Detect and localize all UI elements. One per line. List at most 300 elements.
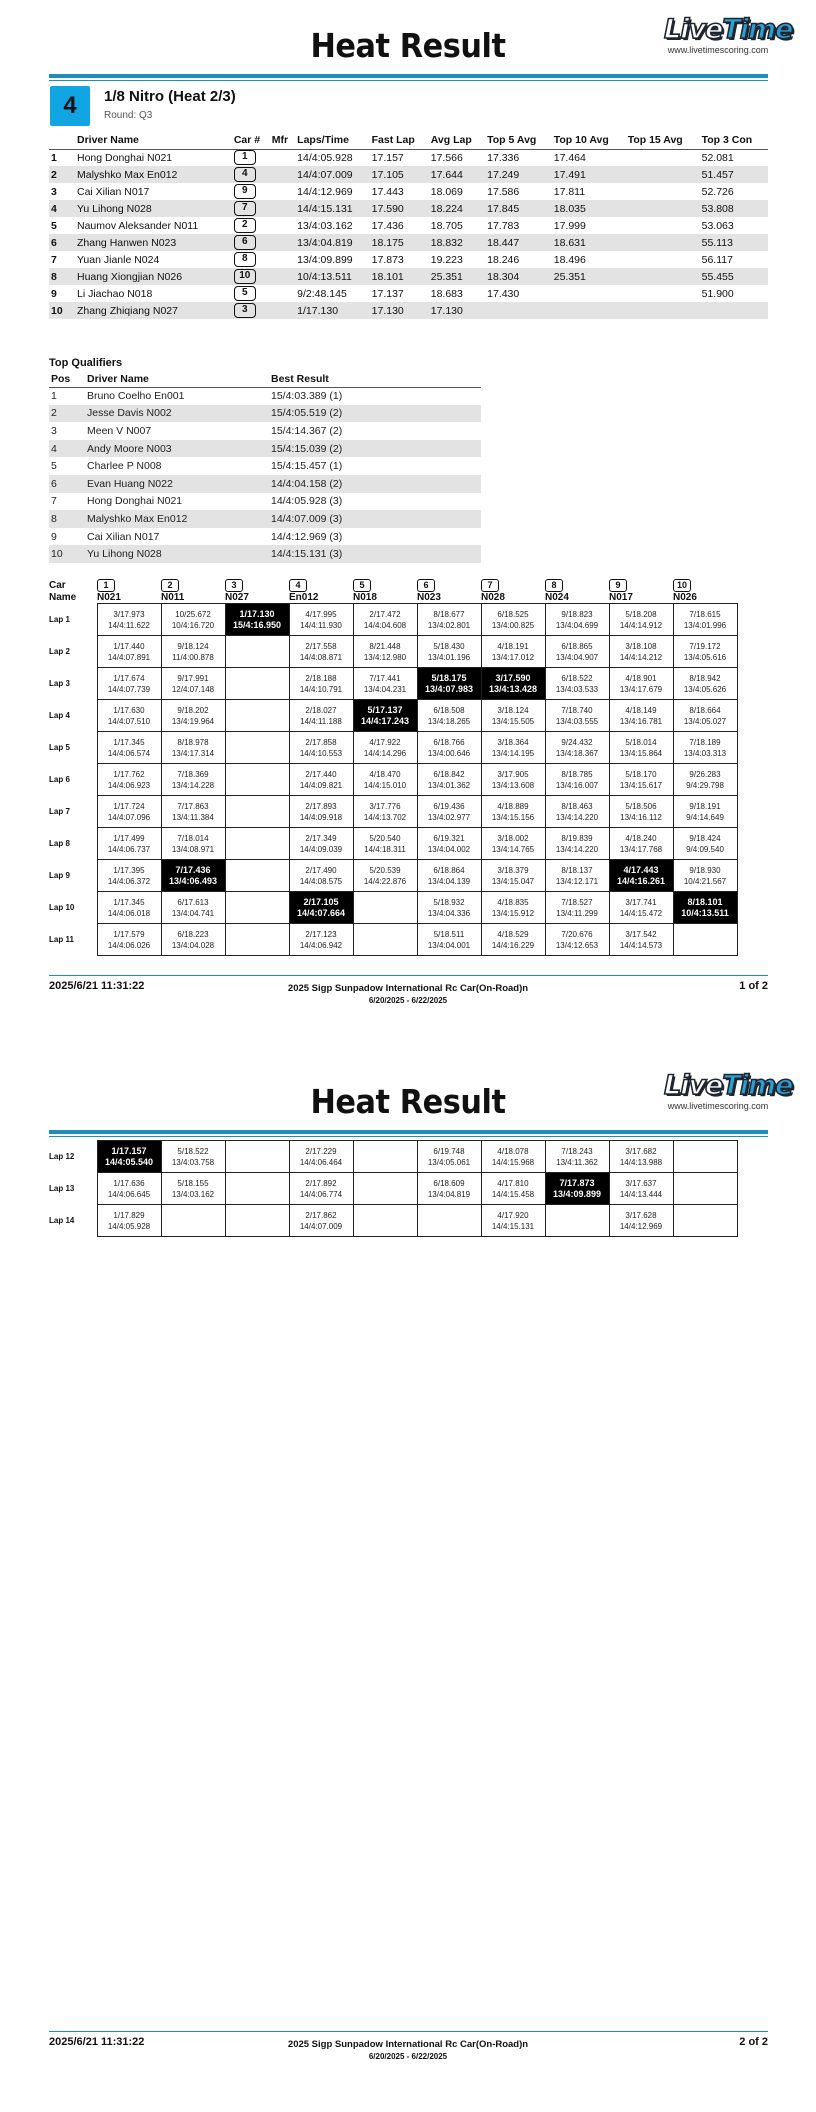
result-cell-top5: 18.304 [485, 268, 552, 285]
lap-position-time: 8/18.785 [561, 769, 593, 779]
result-cell-top10: 17.811 [553, 185, 586, 198]
lap-projected-total: 14/4:11.930 [300, 620, 342, 630]
lap-position-time: 1/17.157 [111, 1145, 147, 1156]
result-cell-driver: Zhang Hanwen N023 [75, 234, 232, 251]
lap-cell [353, 636, 417, 668]
result-cell-pos: 3 [51, 185, 57, 198]
lap-projected-total: 14/4:06.942 [299, 940, 343, 950]
result-cell-top10: 18.035 [552, 200, 626, 217]
lap-cell-empty [353, 1205, 417, 1237]
lap-cell [609, 604, 673, 636]
lap-position-time: 2/17.858 [305, 737, 337, 747]
lap-position-time: 2/17.123 [305, 929, 337, 939]
lap-cell [481, 636, 545, 668]
lap-position-time: 4/17.920 [497, 1210, 529, 1220]
lap-cell [289, 700, 353, 732]
result-cell-fast: 17.436 [371, 219, 404, 232]
tq-row [49, 422, 481, 440]
lap-label: Lap 13 [49, 1184, 75, 1193]
lap-cell [97, 668, 161, 700]
result-cell-top3con: 51.900 [701, 287, 734, 300]
lap-position-time: 5/18.511 [433, 929, 465, 939]
result-cell-top10 [552, 285, 626, 302]
footer-timestamp: 2025/6/21 11:31:22 [49, 2036, 145, 2048]
lap-position-time: 4/18.149 [625, 705, 657, 715]
lap-position-time: 5/18.014 [625, 737, 657, 747]
tq-row [49, 493, 481, 511]
lap-cell [545, 668, 609, 700]
lap-position-time: 6/17.613 [177, 897, 209, 907]
lap-projected-total: 14/4:07.664 [296, 907, 346, 918]
lap-position-time: 5/17.137 [367, 704, 403, 715]
lap-cell [417, 604, 481, 636]
lap-chart-name-header: N027 [225, 592, 249, 603]
lap-cell-empty [225, 668, 289, 700]
lap-position-time: 3/18.379 [497, 865, 529, 875]
lap-projected-total: 14/4:06.026 [107, 940, 151, 950]
lap-position-time: 6/18.766 [433, 737, 465, 747]
lap-position-time: 2/17.349 [305, 833, 337, 843]
lap-projected-total: 13/4:16.007 [555, 780, 599, 790]
lap-chart-page-1 [49, 579, 738, 956]
lap-cell [417, 732, 481, 764]
lap-projected-total: 13/4:04.907 [555, 652, 599, 662]
lap-cell [353, 764, 417, 796]
results-table [49, 132, 768, 319]
lap-row [49, 1173, 737, 1205]
lap-row [49, 700, 737, 732]
lap-position-time: 9/18.930 [689, 865, 721, 875]
result-cell-top5: 17.249 [485, 166, 552, 183]
lap-cell-empty [545, 1205, 609, 1237]
tq-cell-best: 14/4:04.158 (2) [269, 475, 481, 493]
lap-cell [97, 892, 161, 924]
page-title: Heat Result [310, 26, 506, 65]
results-col-header: Top 5 Avg [485, 132, 552, 149]
logo-url: www.livetimescoring.com [667, 45, 769, 55]
lap-position-time: 8/18.942 [689, 673, 721, 683]
lap-position-time: 1/17.345 [113, 897, 145, 907]
top-qualifiers-table [49, 371, 481, 563]
lap-cell [289, 636, 353, 668]
lap-cell [97, 796, 161, 828]
lap-cell [481, 700, 545, 732]
tq-cell-pos: 10 [49, 545, 85, 563]
result-cell-avg: 17.566 [430, 151, 463, 164]
lap-cell-best [673, 892, 737, 924]
lap-position-time: 8/18.463 [561, 801, 593, 811]
lap-cell-empty [225, 1141, 289, 1173]
lap-chart-name-header: N023 [417, 592, 441, 603]
result-cell-driver: Malyshko Max En012 [75, 166, 232, 183]
car-number-badge: 1 [97, 579, 115, 592]
lap-cell [609, 924, 673, 956]
lap-row [49, 1141, 737, 1173]
lap-cell [289, 924, 353, 956]
result-cell-top3con [700, 302, 768, 319]
lap-position-time: 6/19.748 [433, 1146, 465, 1156]
lap-label: Lap 6 [49, 775, 70, 784]
lap-chart-name-header: En012 [289, 592, 319, 603]
result-row [49, 183, 768, 200]
lap-row [49, 924, 737, 956]
lap-cell-empty [225, 1173, 289, 1205]
lap-cell-empty [225, 892, 289, 924]
lap-cell [353, 668, 417, 700]
lap-cell-empty [353, 924, 417, 956]
lap-position-time: 3/17.590 [495, 672, 531, 683]
lap-projected-total: 14/4:04.608 [363, 620, 407, 630]
lap-position-time: 4/18.835 [497, 897, 529, 907]
lap-projected-total: 13/4:05.061 [427, 1157, 471, 1167]
lap-position-time: 6/18.865 [561, 641, 593, 651]
footer-rule [49, 2031, 768, 2032]
car-number-badge: 9 [609, 579, 627, 592]
lap-cell [417, 796, 481, 828]
lap-position-time: 5/18.522 [177, 1146, 209, 1156]
lap-position-time: 5/18.175 [431, 672, 467, 683]
lap-position-time: 2/17.105 [303, 896, 339, 907]
lap-projected-total: 9/4:14.649 [686, 812, 724, 822]
lap-position-time: 7/18.243 [561, 1146, 593, 1156]
result-cell-car [232, 251, 270, 268]
lap-position-time: 3/17.741 [625, 897, 657, 907]
lap-position-time: 3/18.124 [497, 705, 529, 715]
lap-projected-total: 13/4:04.231 [363, 684, 407, 694]
lap-position-time: 3/17.776 [369, 801, 401, 811]
lap-chart-name-header: N028 [481, 592, 505, 603]
result-cell-car [232, 302, 270, 319]
lap-projected-total: 14/4:09.918 [299, 812, 343, 822]
lap-label: Lap 3 [49, 679, 70, 688]
tq-cell-best: 14/4:15.131 (3) [269, 545, 481, 563]
lap-position-time: 1/17.395 [113, 865, 145, 875]
top-qualifiers-header-row [49, 371, 481, 387]
lap-projected-total: 13/4:01.362 [427, 780, 471, 790]
lap-cell-best [289, 892, 353, 924]
lap-cell-empty [161, 1205, 225, 1237]
lap-projected-total: 13/4:01.996 [683, 620, 727, 630]
result-cell-car [232, 217, 270, 234]
lap-position-time: 5/18.932 [433, 897, 465, 907]
lap-cell [545, 700, 609, 732]
result-cell-car [232, 183, 270, 200]
lap-cell [289, 796, 353, 828]
lap-projected-total: 14/4:12.969 [619, 1221, 663, 1231]
result-cell-top3con: 55.455 [700, 268, 768, 285]
lap-label: Lap 7 [49, 807, 70, 816]
result-cell-car [232, 234, 270, 251]
tq-cell-best: 15/4:15.039 (2) [269, 440, 481, 458]
lap-cell [289, 828, 353, 860]
livetime-logo [664, 14, 793, 55]
lap-projected-total: 14/4:14.912 [619, 620, 663, 630]
car-number-badge: 7 [234, 201, 256, 216]
tq-cell-pos: 7 [51, 495, 57, 508]
lap-cell-empty [673, 924, 737, 956]
lap-cell [545, 1141, 609, 1173]
lap-cell [609, 1141, 673, 1173]
results-col-header [49, 132, 75, 149]
lap-row [49, 668, 737, 700]
lap-projected-total: 13/4:16.781 [619, 716, 663, 726]
lap-cell-best [545, 1173, 609, 1205]
lap-projected-total: 13/4:15.047 [491, 876, 535, 886]
lap-projected-total: 14/4:09.821 [299, 780, 343, 790]
result-cell-avg: 18.683 [430, 287, 463, 300]
lap-position-time: 5/18.208 [625, 609, 657, 619]
result-cell-mfr [270, 183, 295, 200]
lap-cell-empty [225, 860, 289, 892]
result-cell-laps: 10/4:13.511 [295, 268, 369, 285]
results-col-header: Mfr [270, 132, 295, 149]
result-cell-top3con: 51.457 [700, 166, 768, 183]
tq-cell-pos: 4 [49, 440, 85, 458]
lap-projected-total: 13/4:03.313 [683, 748, 727, 758]
result-cell-fast: 17.137 [371, 287, 404, 300]
lap-chart-car-header [673, 579, 737, 592]
result-cell-car [232, 166, 270, 183]
lap-projected-total: 13/4:17.679 [619, 684, 663, 694]
lap-cell [353, 732, 417, 764]
lap-cell [481, 1141, 545, 1173]
result-cell-laps: 9/2:48.145 [297, 287, 347, 300]
lap-position-time: 4/18.078 [497, 1146, 529, 1156]
lap-position-time: 1/17.724 [113, 801, 145, 811]
tq-cell-driver: Meen V N007 [87, 424, 152, 437]
lap-projected-total: 14/4:22.876 [363, 876, 407, 886]
lap-projected-total: 14/4:15.472 [619, 908, 663, 918]
result-cell-top3con: 55.113 [700, 234, 768, 251]
lap-cell [609, 892, 673, 924]
lap-projected-total: 14/4:13.988 [619, 1157, 663, 1167]
lap-cell [545, 604, 609, 636]
lap-projected-total: 13/4:02.977 [427, 812, 471, 822]
result-cell-laps: 13/4:09.899 [297, 253, 353, 266]
lap-projected-total: 13/4:17.012 [491, 652, 535, 662]
lap-cell [289, 732, 353, 764]
lap-projected-total: 14/4:16.229 [491, 940, 535, 950]
footer-timestamp: 2025/6/21 11:31:22 [49, 980, 145, 992]
lap-cell [481, 860, 545, 892]
lap-projected-total: 12/4:07.148 [171, 684, 215, 694]
lap-position-time: 2/18.027 [305, 705, 337, 715]
lap-position-time: 4/17.810 [497, 1178, 529, 1188]
result-cell-fast: 17.590 [370, 200, 429, 217]
result-cell-laps: 14/4:15.131 [295, 200, 369, 217]
lap-cell [97, 1205, 161, 1237]
logo-text-time: Time [722, 14, 793, 45]
lap-cell [97, 828, 161, 860]
lap-cell [353, 828, 417, 860]
lap-projected-total: 13/4:05.027 [683, 716, 727, 726]
lap-projected-total: 13/4:04.001 [427, 940, 471, 950]
results-col-header: Top 3 Con [700, 132, 768, 149]
lap-cell-empty [225, 636, 289, 668]
lap-position-time: 9/26.283 [689, 769, 721, 779]
result-cell-driver: Cai Xilian N017 [77, 185, 150, 198]
lap-projected-total: 14/4:06.372 [107, 876, 151, 886]
lap-projected-total: 14/4:10.791 [299, 684, 343, 694]
tq-row [49, 440, 481, 458]
lap-label: Lap 1 [49, 615, 70, 624]
lap-position-time: 7/18.189 [689, 737, 721, 747]
lap-cell [481, 1205, 545, 1237]
result-cell-pos: 6 [49, 234, 75, 251]
car-number-badge: 10 [673, 579, 691, 592]
lap-projected-total: 14/4:15.131 [491, 1221, 535, 1231]
lap-position-time: 2/17.472 [369, 609, 401, 619]
heat-name: 1/8 Nitro (Heat 2/3) [104, 88, 236, 105]
result-cell-top15 [626, 285, 700, 302]
lap-cell [673, 604, 737, 636]
lap-projected-total: 14/4:07.739 [107, 684, 151, 694]
result-cell-fast: 17.130 [370, 302, 429, 319]
result-row [49, 200, 768, 217]
result-cell-avg: 18.224 [429, 200, 485, 217]
lap-projected-total: 13/4:05.626 [683, 684, 727, 694]
lap-label: Lap 14 [49, 1216, 75, 1225]
lap-cell [289, 1173, 353, 1205]
car-number-badge: 6 [417, 579, 435, 592]
lap-projected-total: 13/4:11.362 [556, 1157, 598, 1167]
result-cell-top15 [626, 268, 700, 285]
logo-url: www.livetimescoring.com [667, 1101, 769, 1111]
lap-cell [289, 668, 353, 700]
result-cell-avg: 17.130 [429, 302, 485, 319]
result-cell-driver: Yu Lihong N028 [75, 200, 232, 217]
lap-projected-total: 14/4:07.891 [107, 652, 151, 662]
lap-cell [97, 860, 161, 892]
lap-cell [609, 732, 673, 764]
lap-position-time: 9/24.432 [561, 737, 593, 747]
lap-cell [417, 636, 481, 668]
lap-position-time: 1/17.440 [113, 641, 145, 651]
lap-cell [609, 636, 673, 668]
tq-cell-driver: Hong Donghai N021 [87, 495, 183, 508]
lap-position-time: 1/17.345 [113, 737, 145, 747]
results-col-header: Top 15 Avg [626, 132, 700, 149]
lap-position-time: 2/17.558 [305, 641, 337, 651]
lap-projected-total: 13/4:04.741 [171, 908, 215, 918]
lap-cell [545, 892, 609, 924]
lap-cell [161, 1141, 225, 1173]
lap-projected-total: 13/4:04.699 [555, 620, 599, 630]
lap-projected-total: 14/4:14.212 [619, 652, 663, 662]
lap-projected-total: 14/4:13.444 [619, 1189, 663, 1199]
tq-cell-pos: 8 [49, 510, 85, 528]
tq-col-header: Driver Name [85, 371, 269, 387]
lap-cell [609, 828, 673, 860]
lap-position-time: 1/17.636 [113, 1178, 145, 1188]
result-cell-pos: 10 [49, 302, 75, 319]
car-number-badge: 1 [234, 150, 256, 165]
lap-position-time: 8/18.101 [687, 896, 723, 907]
tq-cell-best: 14/4:05.928 (3) [271, 495, 343, 508]
lap-label: Lap 2 [49, 647, 70, 656]
lap-projected-total: 13/4:04.819 [427, 1189, 471, 1199]
result-cell-top5: 17.783 [487, 219, 520, 232]
lap-projected-total: 13/4:15.912 [491, 908, 535, 918]
result-row [49, 166, 768, 183]
tq-col-header: Best Result [269, 371, 481, 387]
lap-label: Lap 12 [49, 1152, 75, 1161]
lap-cell [609, 796, 673, 828]
result-cell-top3con: 52.726 [701, 185, 734, 198]
lap-cell-empty [225, 796, 289, 828]
lap-cell [161, 796, 225, 828]
result-cell-mfr [270, 149, 295, 166]
lap-projected-total: 14/4:15.010 [363, 780, 407, 790]
lap-cell [545, 732, 609, 764]
result-cell-mfr [270, 251, 295, 268]
lap-cell [673, 636, 737, 668]
lap-position-time: 2/17.490 [305, 865, 337, 875]
lap-projected-total: 13/4:11.299 [556, 908, 598, 918]
lap-cell [609, 700, 673, 732]
lap-position-time: 1/17.829 [113, 1210, 145, 1220]
lap-projected-total: 13/4:18.367 [555, 748, 599, 758]
lap-cell [545, 796, 609, 828]
lap-cell-best [353, 700, 417, 732]
lap-cell-best [225, 604, 289, 636]
result-cell-top3con: 56.117 [701, 253, 733, 266]
lap-projected-total: 13/4:13.428 [488, 683, 538, 694]
result-cell-pos: 2 [49, 166, 75, 183]
lap-projected-total: 14/4:06.737 [107, 844, 151, 854]
lap-position-time: 9/18.424 [689, 833, 721, 843]
lap-projected-total: 13/4:02.801 [427, 620, 471, 630]
result-row [49, 217, 768, 234]
car-number-badge: 9 [234, 184, 256, 199]
lap-position-time: 1/17.762 [113, 769, 145, 779]
lap-projected-total: 13/4:08.971 [171, 844, 215, 854]
result-row [49, 149, 768, 166]
lap-position-time: 6/18.609 [433, 1178, 465, 1188]
results-col-header: Avg Lap [429, 132, 485, 149]
lap-projected-total: 13/4:13.608 [491, 780, 535, 790]
result-cell-top15 [626, 183, 700, 200]
lap-cell [161, 764, 225, 796]
lap-position-time: 4/18.191 [497, 641, 529, 651]
lap-chart-page-2 [49, 1140, 738, 1237]
header-rule [49, 74, 768, 78]
result-cell-top15 [626, 166, 700, 183]
lap-cell [97, 604, 161, 636]
lap-position-time: 8/18.137 [561, 865, 593, 875]
lap-projected-total: 10/4:16.720 [171, 620, 215, 630]
lap-cell [673, 796, 737, 828]
lap-position-time: 4/18.901 [625, 673, 657, 683]
lap-label: Lap 10 [49, 903, 75, 912]
result-cell-fast: 18.175 [370, 234, 429, 251]
result-cell-mfr [270, 166, 295, 183]
lap-row [49, 732, 737, 764]
result-cell-driver: Zhang Zhiqiang N027 [75, 302, 232, 319]
footer-date-range: 6/20/2025 - 6/22/2025 [368, 996, 448, 1005]
lap-cell [417, 1141, 481, 1173]
result-cell-top15 [626, 234, 700, 251]
lap-projected-total: 13/4:00.646 [427, 748, 471, 758]
result-cell-mfr [270, 217, 295, 234]
result-cell-pos: 8 [49, 268, 75, 285]
lap-position-time: 6/18.223 [177, 929, 209, 939]
result-cell-fast: 17.105 [370, 166, 429, 183]
result-row [49, 268, 768, 285]
result-cell-mfr [270, 302, 295, 319]
lap-row [49, 1205, 737, 1237]
lap-cell [481, 924, 545, 956]
